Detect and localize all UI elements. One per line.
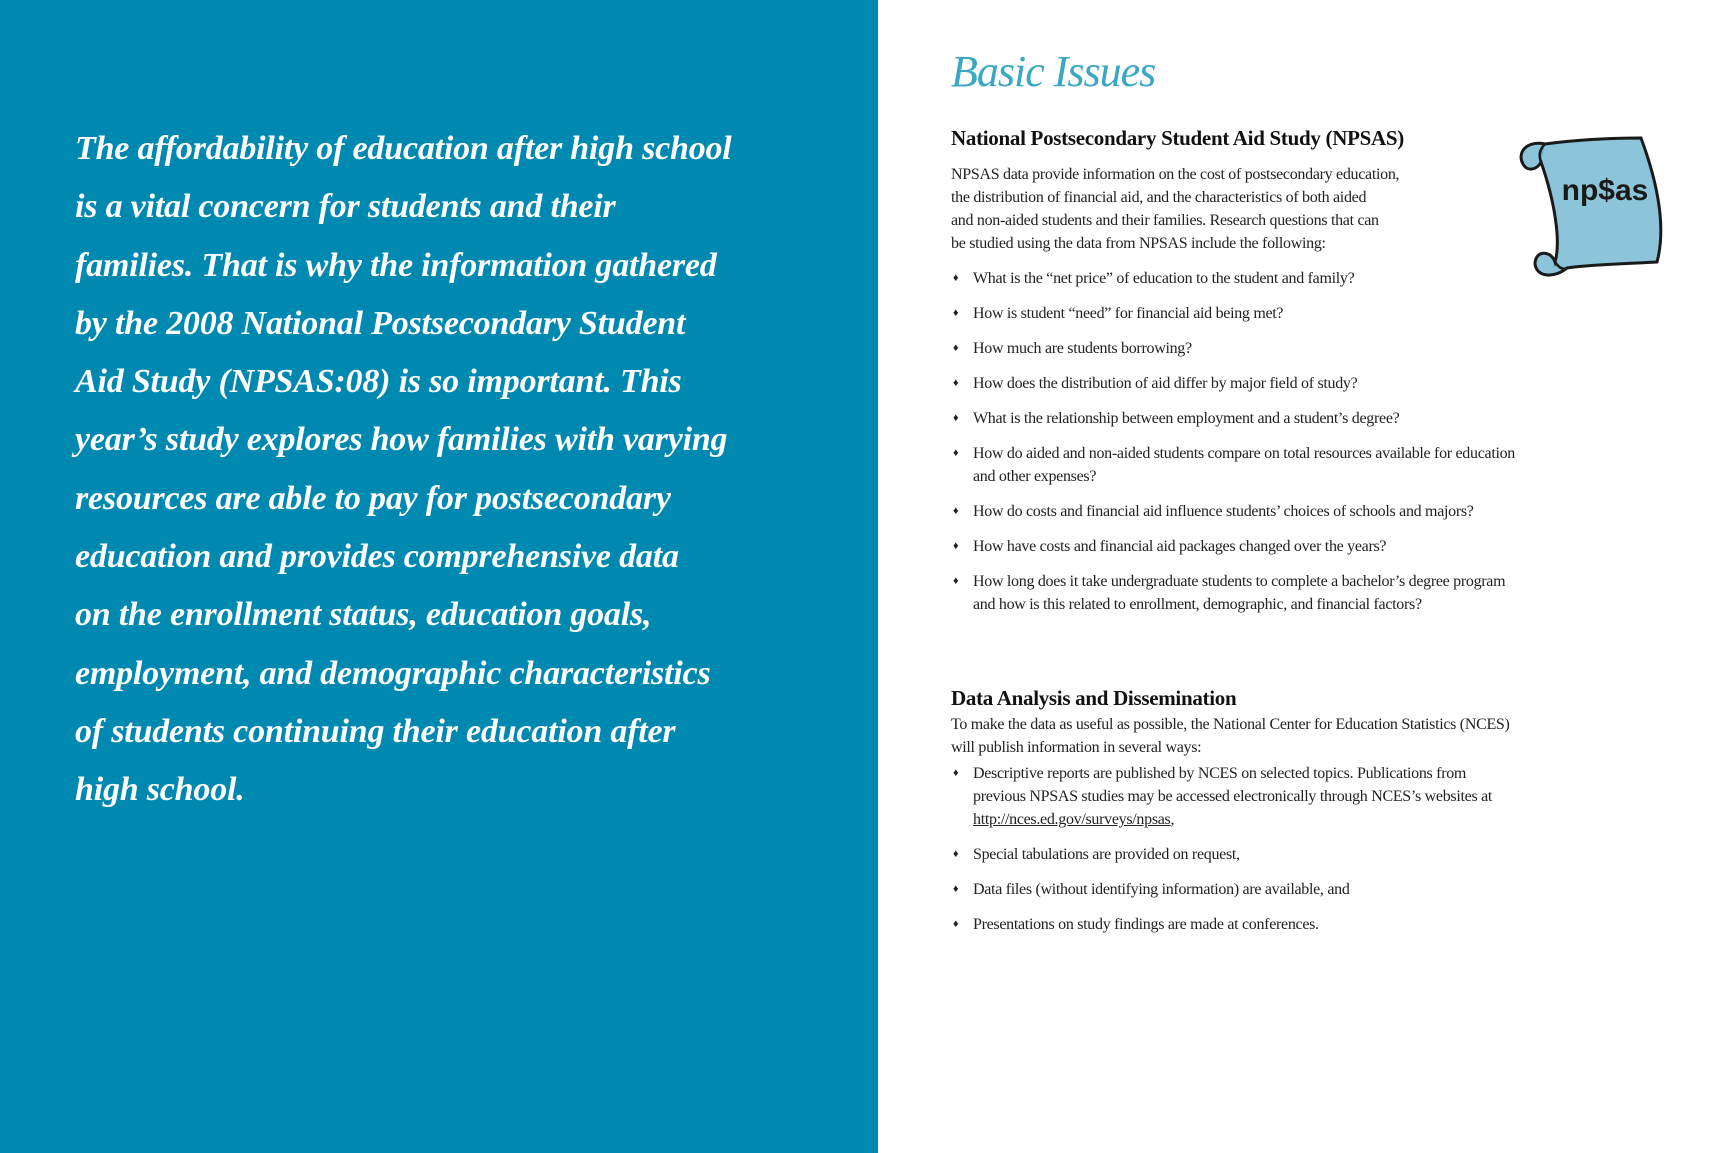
list-item-line: and how is this related to enrollment, demographic, and financial factors?	[973, 596, 1422, 613]
link-suffix: ,	[1170, 811, 1175, 828]
npsas-scroll-logo	[1515, 132, 1663, 280]
text-line: be studied using the data from NPSAS include the following:	[951, 235, 1326, 252]
list-item-line: What is the “net price” of education to the student and family?	[973, 270, 1355, 287]
bullet-icon: ♦	[953, 272, 959, 284]
bullet-icon: ♦	[953, 377, 959, 389]
npsas-website-link[interactable]: http://nces.ed.gov/surveys/npsas	[973, 811, 1171, 828]
list-item	[951, 843, 1492, 866]
npsas-question-list	[951, 267, 1515, 628]
bullet-icon: ♦	[953, 307, 959, 319]
quote-line: of students continuing their education after	[75, 712, 676, 750]
quote-line: year’s study explores how families with varying	[75, 421, 728, 459]
bullet-icon: ♦	[953, 540, 959, 552]
bullet-icon: ♦	[953, 505, 959, 517]
list-item-line: How long does it take undergraduate students to complete a bachelor’s degree program	[973, 573, 1506, 590]
dissemination-heading: Data Analysis and Dissemination	[951, 686, 1237, 710]
list-item-line: How does the distribution of aid differ by major field of study?	[973, 375, 1358, 392]
list-item-text: Data files (without identifying information) are available, and	[973, 881, 1350, 898]
list-item	[951, 500, 1515, 523]
list-item-line: and other expenses?	[973, 468, 1097, 485]
list-item-line: previous NPSAS studies may be accessed electronically through NCES’s websites at	[973, 788, 1493, 805]
text-line: To make the data as useful as possible, the National Center for Education Statistics (NCES)	[951, 716, 1510, 733]
list-item-line: How is student “need” for financial aid being met?	[973, 305, 1284, 322]
text-line: the distribution of financial aid, and the characteristics of both aided	[951, 189, 1367, 206]
list-item	[951, 302, 1515, 325]
quote-line: education and provides comprehensive data	[75, 538, 679, 576]
bullet-icon: ♦	[953, 848, 959, 860]
list-item-line: How have costs and financial aid packages changed over the years?	[973, 538, 1387, 555]
list-item	[951, 442, 1515, 488]
bullet-icon: ♦	[953, 412, 959, 424]
bullet-icon: ♦	[953, 918, 959, 930]
bullet-icon: ♦	[953, 342, 959, 354]
bullet-icon: ♦	[953, 883, 959, 895]
list-item	[951, 535, 1515, 558]
list-item	[951, 337, 1515, 360]
bullet-icon: ♦	[953, 767, 959, 779]
list-item	[951, 762, 1492, 831]
quote-line: The affordability of education after high school	[75, 130, 732, 167]
npsas-intro	[951, 163, 1399, 255]
dissemination-intro	[951, 713, 1510, 759]
quote-line: by the 2008 National Postsecondary Student	[75, 304, 686, 342]
list-item	[951, 267, 1515, 290]
quote-line: employment, and demographic characteristics	[75, 654, 711, 692]
list-item	[951, 878, 1492, 901]
list-item-line: Descriptive reports are published by NCES on selected topics. Publications from	[973, 765, 1467, 782]
bullet-icon: ♦	[953, 447, 959, 459]
list-item	[951, 372, 1515, 395]
list-item-text: Special tabulations are provided on request,	[973, 846, 1240, 863]
list-item-line: How do aided and non-aided students compare on total resources available for education	[973, 445, 1516, 462]
intro-quote	[75, 120, 732, 820]
text-line: will publish information in several ways:	[951, 739, 1202, 756]
logo-text: np$as	[1561, 174, 1649, 207]
text-line: NPSAS data provide information on the cost of postsecondary education,	[951, 166, 1400, 183]
list-item-line: How much are students borrowing?	[973, 340, 1192, 357]
quote-line: on the enrollment status, education goals,	[75, 596, 652, 634]
list-item	[951, 913, 1492, 936]
quote-line: is a vital concern for students and their	[75, 188, 616, 226]
list-item-line: What is the relationship between employment and a student’s degree?	[973, 410, 1400, 427]
npsas-heading: National Postsecondary Student Aid Study (NPSAS)	[951, 126, 1404, 150]
list-item	[951, 570, 1515, 616]
dissemination-list	[951, 762, 1492, 948]
quote-line: Aid Study (NPSAS:08) is so important. This	[75, 363, 682, 401]
quote-line: families. That is why the information gathered	[75, 246, 717, 284]
page-title: Basic Issues	[951, 47, 1156, 96]
list-item-line: How do costs and financial aid influence students’ choices of schools and majors?	[973, 503, 1474, 520]
list-item	[951, 407, 1515, 430]
quote-line: high school.	[75, 771, 245, 809]
quote-line: resources are able to pay for postsecondary	[75, 479, 671, 517]
text-line: and non-aided students and their families. Research questions that can	[951, 212, 1379, 229]
bullet-icon: ♦	[953, 575, 959, 587]
list-item-text: Presentations on study findings are made at conferences.	[973, 916, 1319, 933]
